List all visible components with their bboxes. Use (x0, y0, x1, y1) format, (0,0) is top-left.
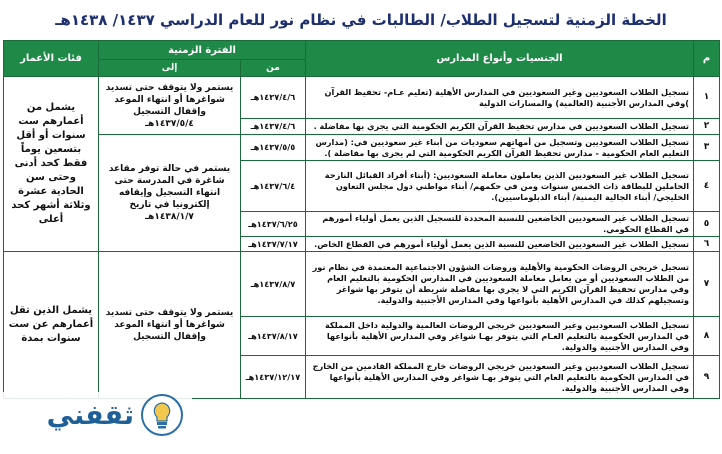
header-from: من (241, 60, 306, 77)
to-period-cell (99, 135, 241, 252)
from-date: ١٤٣٧/٤/٦هـ (241, 119, 306, 135)
to-period-cell (99, 77, 241, 135)
from-date: ١٤٣٧/٨/٧هـ (241, 252, 306, 317)
to-period-text: يستمر ولا يتوقف حتى تسديد شواغرها أو انتهاء الموعد وإقفال التسجيل (105, 82, 234, 117)
school-type-cell: تسجيل الطلاب غير السعوديين الخاضعين للنسبة المحددة للتسجيل الذين يعمل أولياء أمورهم في القطاع الحكومي. (306, 212, 694, 237)
row-number: ٨ (694, 317, 720, 356)
row-number: ٤ (694, 161, 720, 212)
header-ages: فئات الأعمار (4, 41, 99, 77)
lightbulb-icon (140, 393, 184, 437)
from-date: ١٤٣٧/٦/٢٥هـ (241, 212, 306, 237)
age-group-cell: يشمل من أعمارهم ست سنوات أو أقل بتسعين يوماً فقط كحد أدنى وحتى سن الحادية عشرة وثلاثة أشهر كحد أعلى (4, 77, 99, 252)
age-group-cell: يشمل الذين تقل أعمارهم عن ست سنوات بمدة (4, 252, 99, 399)
table-row (4, 135, 720, 161)
row-number: ٢ (694, 119, 720, 135)
from-date: ١٤٣٧/٧/١٧هـ (241, 237, 306, 252)
to-period-cell (99, 252, 241, 399)
to-period-date: ١٤٣٧/٥/٤هـ (145, 118, 194, 129)
from-date: ١٤٣٧/١٢/١٧هـ (241, 356, 306, 399)
to-period-text: يستمر في حالة توفر مقاعد شاغرة في المدرسة حتى انتهاء التسجيل وإيقافه إلكترونيا في تاريخ (108, 164, 231, 210)
registration-table (3, 40, 720, 399)
page-title: الخطة الزمنية لتسجيل الطلاب/ الطالبات في نظام نور للعام الدراسي ١٤٣٧/ ١٤٣٨هـ (55, 11, 667, 29)
school-type-cell: تسجيل الطلاب غير السعوديين الذين يعاملون معاملة السعوديين: (أبناء أفراد القبائل النازحة الحاملين للبطاقة ذات الخمس سنوات ومن في حكمهم/ أبناء مواطني دول مجلس التعاون الخليجي/ أبناء الجالية اليمنية/ أبناء الدبلوماسيين). (306, 161, 694, 212)
header-num: م (694, 41, 720, 77)
table-row (4, 252, 720, 317)
school-type-cell: تسجيل الطلاب السعوديين وتسجيل من أمهاتهم سعوديات من أبناء غير سعوديين في: (مدارس التعليم العام الحكومية - مدارس تحفيظ القرآن الكريم الحكومية التي لم يجرى بها مفاضلة ). (306, 135, 694, 161)
header-to: إلى (99, 60, 241, 77)
school-type-cell: تسجيل الطلاب السعوديين في مدارس تحفيظ القرآن الكريم الحكومية التي يجري بها مفاضلة . (306, 119, 694, 135)
from-date: ١٤٣٧/٥/٥هـ (241, 135, 306, 161)
row-number: ٣ (694, 135, 720, 161)
to-period-date: ١٤٣٨/١/٧هـ (145, 212, 194, 222)
school-type-cell: تسجيل الطلاب السعوديين وغير السعوديين خريجي الروضات العالمية والدولية داخل المملكة في المدارس الحكومية بالتعليم العـام التي يتوفر بهـا شواغر وفي المدارس الأهلية بأنواعها وفي المدارس الأجنبية والدولية. (306, 317, 694, 356)
row-number: ٧ (694, 252, 720, 317)
watermark-logo (2, 392, 192, 438)
school-type-cell: تسجيل الطلاب غير السعوديين الخاضعين للنسبة الذين يعمل أولياء أمورهم في القطاع الخاص. (306, 237, 694, 252)
school-type-cell: تسجيل الطلاب السعوديين وغير السعوديين في المدارس الأهلية (تعليم عـام- تحفيظ القرآن )وفي المدارس الأجنبية (العالمية) والمسارات الدولية (306, 77, 694, 119)
from-date: ١٤٣٧/٨/١٧هـ (241, 317, 306, 356)
school-type-cell: تسجيل الطلاب السعوديين وغير السعوديين خريجي الروضات خارج المملكة القادمين من الخارج في المدارس الحكومية بالتعليم العام التي يتوفر بهـا شواغر وفي المدارس الأهلية بأنواعها وفي المدارس الأجنبية والدولية. (306, 356, 694, 399)
header-school-types: الجنسيات وأنواع المدارس (306, 41, 694, 77)
row-number: ١ (694, 77, 720, 119)
watermark-text: ثقفني (46, 399, 134, 431)
from-date: ١٤٣٧/٦/٤هـ (241, 161, 306, 212)
header-period: الفترة الزمنية (99, 41, 306, 60)
from-date: ١٤٣٧/٤/٦هـ (241, 77, 306, 119)
to-period-text: يستمر ولا يتوقف حتى تسديد شواغرها أو انتهاء الموعد وإقفال التسجيل (105, 308, 234, 342)
row-number: ٥ (694, 212, 720, 237)
row-number: ٦ (694, 237, 720, 252)
school-type-cell: تسجيل خريجي الروضات الحكومية والأهلية وروضات الشؤون الاجتماعية المعتمدة في نظام نور من الطلاب السعوديين أو من يعامل معاملة السعوديين في المدارس الحكومية بالتعليم العام وفي مدارس تحفيظ القرآن الكريم التي لا يجري بها مفاضلة شريطة أن يتوفر بها شواغر وتسجيلهم كذلك في المدارس الأهلية بأنواعها وفي المدارس الأجنبية والدولية. (306, 252, 694, 317)
row-number: ٩ (694, 356, 720, 399)
table-row (4, 77, 720, 119)
